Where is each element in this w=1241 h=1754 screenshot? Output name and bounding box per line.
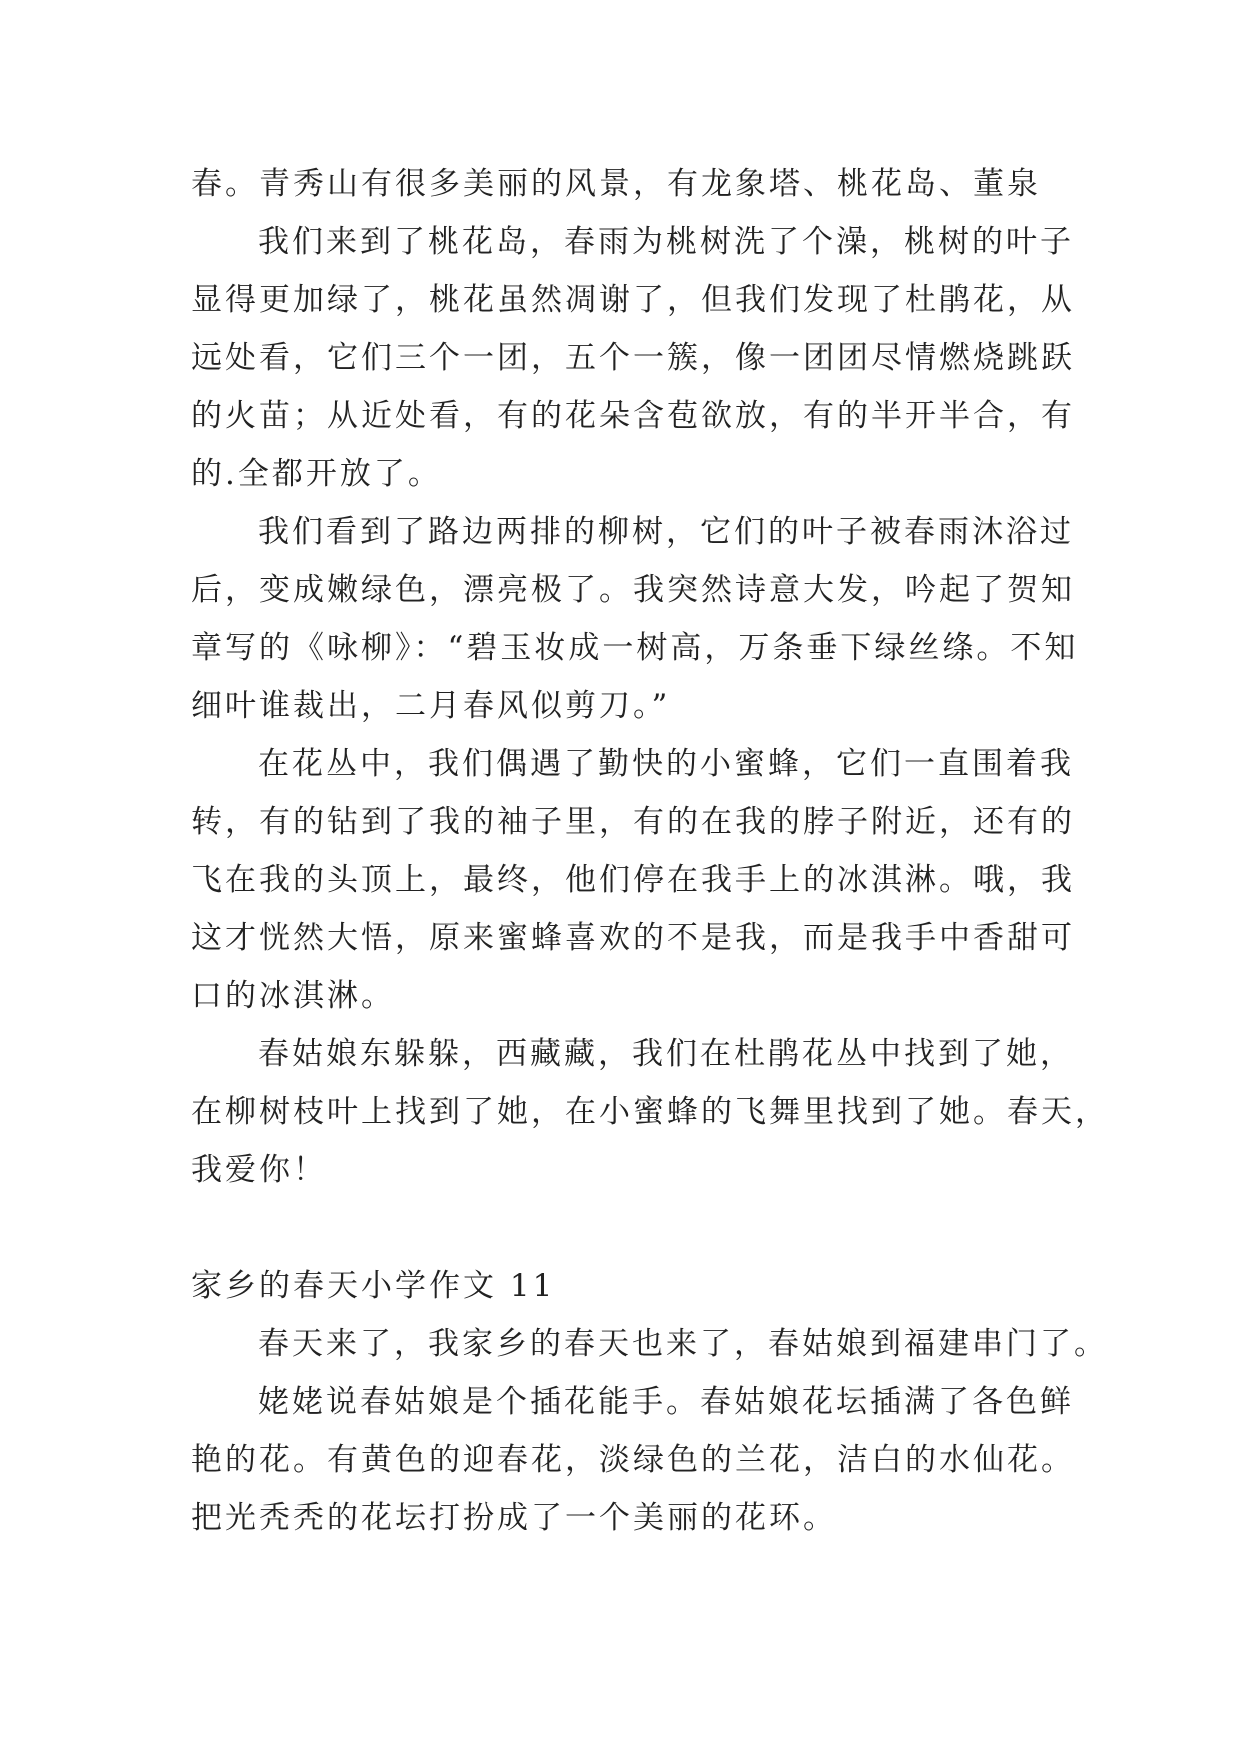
paragraph-line: 转，有的钻到了我的袖子里，有的在我的脖子附近，还有的 xyxy=(191,804,1075,840)
paragraph-line: 春姑娘东躲躲，西藏藏，我们在杜鹃花丛中找到了她， xyxy=(258,1036,1074,1072)
paragraph-line: 把光秃秃的花坛打扮成了一个美丽的花环。 xyxy=(191,1500,837,1536)
paragraph-line: 在花丛中，我们偶遇了勤快的小蜜蜂，它们一直围着我 xyxy=(258,746,1074,782)
document-body xyxy=(191,155,1109,1547)
paragraph-line: 我们来到了桃花岛，春雨为桃树洗了个澡，桃树的叶子 xyxy=(258,224,1074,260)
article-title: 家乡的春天小学作文 11 xyxy=(191,1268,556,1304)
paragraph-line: 艳的花。有黄色的迎春花，淡绿色的兰花，洁白的水仙花。 xyxy=(191,1442,1075,1478)
paragraph-line: 飞在我的头顶上，最终，他们停在我手上的冰淇淋。哦，我 xyxy=(191,862,1075,898)
paragraph-line: 我爱你！ xyxy=(191,1152,327,1188)
paragraph-line: 这才恍然大悟，原来蜜蜂喜欢的不是我，而是我手中香甜可 xyxy=(191,920,1075,956)
paragraph-line: 口的冰淇淋。 xyxy=(191,978,395,1014)
paragraph-line: 春天来了，我家乡的春天也来了，春姑娘到福建串门了。 xyxy=(258,1326,1108,1362)
paragraph-line: 春。青秀山有很多美丽的风景，有龙象塔、桃花岛、董泉 xyxy=(191,166,1041,202)
paragraph-line: 显得更加绿了，桃花虽然凋谢了，但我们发现了杜鹃花，从 xyxy=(191,282,1075,318)
paragraph-line: 姥姥说春姑娘是个插花能手。春姑娘花坛插满了各色鲜 xyxy=(258,1384,1074,1420)
paragraph-line: 的火苗；从近处看，有的花朵含苞欲放，有的半开半合，有 xyxy=(191,398,1075,434)
paragraph-line: 的.全都开放了。 xyxy=(191,456,442,492)
paragraph-line: 我们看到了路边两排的柳树，它们的叶子被春雨沐浴过 xyxy=(258,514,1074,550)
paragraph-line: 远处看，它们三个一团，五个一簇，像一团团尽情燃烧跳跃 xyxy=(191,340,1075,376)
paragraph-line: 细叶谁裁出，二月春风似剪刀。” xyxy=(191,688,671,724)
paragraph-line: 章写的《咏柳》：“碧玉妆成一树高，万条垂下绿丝绦。不知 xyxy=(191,630,1079,666)
paragraph-line: 后，变成嫩绿色，漂亮极了。我突然诗意大发，吟起了贺知 xyxy=(191,572,1075,608)
paragraph-line: 在柳树枝叶上找到了她，在小蜜蜂的飞舞里找到了她。春天， xyxy=(191,1094,1109,1130)
